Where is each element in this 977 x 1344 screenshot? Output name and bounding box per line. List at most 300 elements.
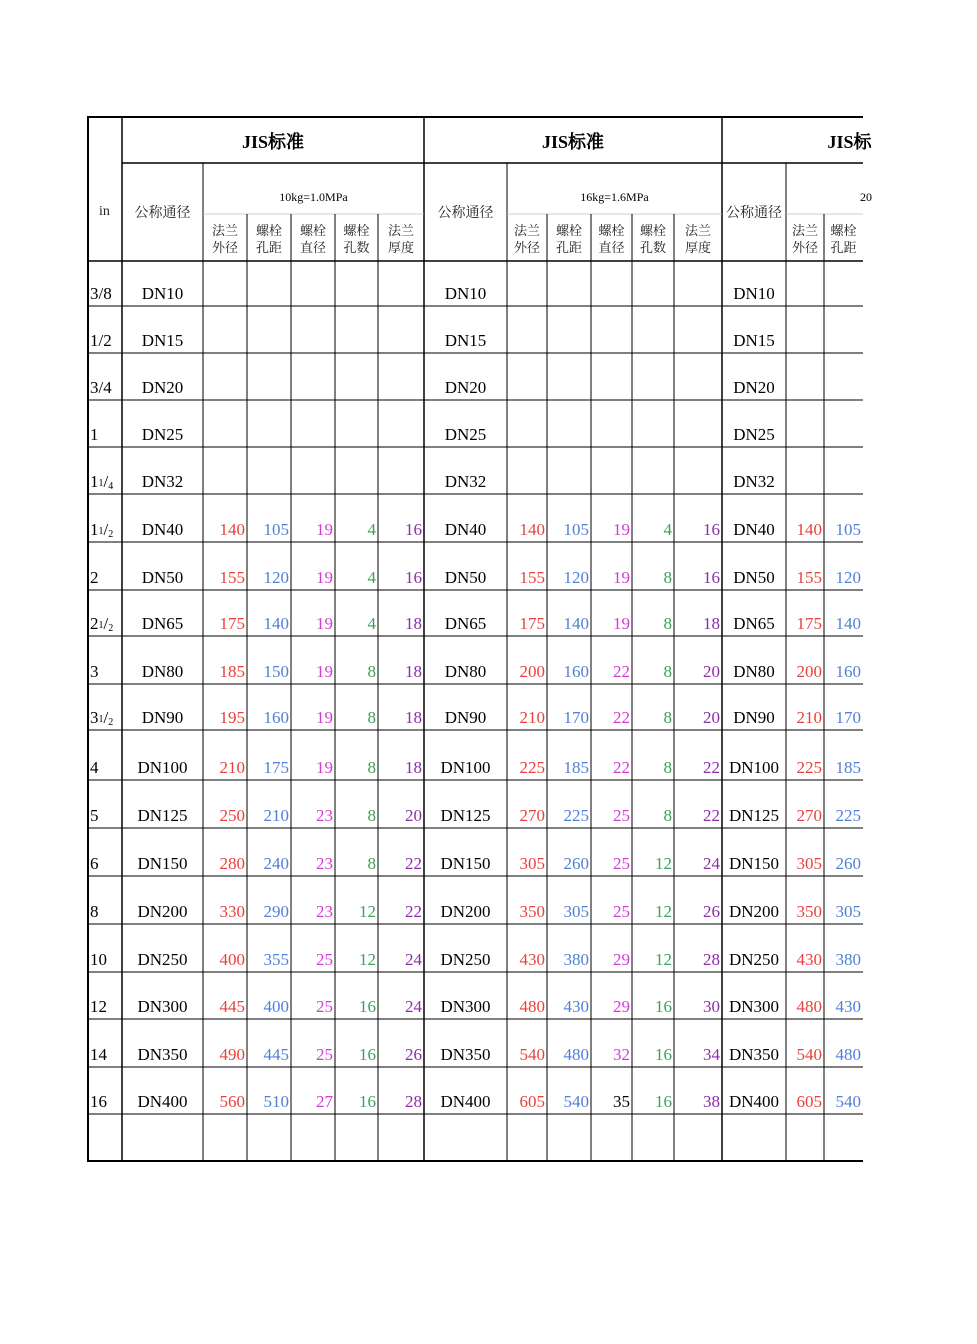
data-cell: 305	[519, 854, 545, 873]
column-subheader: 法兰 厚度	[684, 223, 711, 255]
inch-size-cell: 12	[90, 997, 107, 1016]
column-subheader: 螺栓 孔距	[555, 223, 582, 255]
data-cell: 290	[263, 902, 289, 921]
column-subheader: 法兰 外径	[211, 223, 238, 255]
data-cell: 22	[613, 708, 630, 727]
data-cell: 140	[563, 614, 589, 633]
inch-size-cell: 3/8	[90, 284, 112, 303]
data-cell	[674, 306, 722, 353]
data-cell	[632, 261, 674, 306]
data-cell: 19	[316, 568, 333, 587]
pressure-rating-label: 16kg=1.6MPa	[580, 189, 649, 204]
data-cell	[203, 306, 247, 353]
nominal-diameter-cell: DN25	[141, 425, 184, 444]
flange-spec-sheet	[87, 116, 872, 1162]
data-cell: 175	[219, 614, 245, 633]
data-cell: 150	[263, 662, 289, 681]
data-cell: 8	[663, 662, 672, 681]
data-cell	[507, 353, 547, 400]
data-cell: 120	[835, 568, 861, 587]
data-cell: 8	[663, 806, 672, 825]
nominal-diameter-cell: DN400	[440, 1092, 491, 1111]
data-cell: 175	[519, 614, 545, 633]
data-cell: 400	[263, 997, 289, 1016]
data-cell: 225	[519, 758, 545, 777]
data-cell	[674, 400, 722, 447]
data-cell: 210	[519, 708, 545, 727]
data-cell: 120	[263, 568, 289, 587]
data-cell	[632, 353, 674, 400]
data-cell	[786, 447, 824, 494]
data-cell: 19	[613, 568, 630, 587]
inch-size-cell: 3	[90, 662, 99, 681]
column-subheader: 螺栓 孔数	[639, 223, 666, 255]
inch-size-cell: 1 $^1$ / 2	[90, 520, 114, 540]
nominal-diameter-cell: DN125	[137, 806, 188, 825]
nominal-diameter-cell: DN250	[728, 950, 780, 969]
data-cell: 105	[263, 520, 289, 539]
inch-size-cell: 1 $^1$ / 4	[90, 472, 114, 492]
nominal-diameter-cell: DN50	[141, 568, 184, 587]
data-cell: 32	[613, 1045, 630, 1064]
inch-size-cell: 1	[90, 425, 99, 444]
data-cell: 8	[663, 708, 672, 727]
data-cell: 260	[563, 854, 589, 873]
group-title: JIS标准	[241, 131, 304, 152]
data-cell: 140	[519, 520, 545, 539]
data-cell: 210	[219, 758, 245, 777]
data-cell: 26	[405, 1045, 422, 1064]
data-cell: 27	[316, 1092, 333, 1111]
data-cell: 26	[703, 902, 720, 921]
data-cell: 605	[796, 1092, 822, 1111]
data-cell: 8	[367, 854, 376, 873]
data-cell: 22	[613, 758, 630, 777]
data-cell: 16	[703, 568, 720, 587]
data-cell	[203, 261, 247, 306]
data-cell: 19	[613, 520, 630, 539]
nominal-diameter-cell: DN65	[733, 614, 775, 633]
data-cell: 8	[663, 758, 672, 777]
nominal-diameter-header: 公称通径	[134, 206, 191, 221]
inch-size-cell: 8	[90, 902, 99, 921]
inch-size-cell: 14	[90, 1045, 107, 1064]
data-cell	[786, 306, 824, 353]
data-cell	[507, 306, 547, 353]
data-cell: 4	[367, 568, 376, 587]
data-cell: 445	[263, 1045, 289, 1064]
data-cell	[507, 400, 547, 447]
nominal-diameter-cell: DN300	[440, 997, 491, 1016]
nominal-diameter-cell: DN40	[141, 520, 184, 539]
nominal-diameter-cell: DN20	[733, 378, 775, 397]
nominal-diameter-cell: DN300	[137, 997, 188, 1016]
data-cell	[291, 353, 335, 400]
data-cell	[203, 353, 247, 400]
data-cell: 250	[219, 806, 245, 825]
pressure-rating-label: 20	[860, 189, 872, 204]
data-cell: 225	[796, 758, 822, 777]
nominal-diameter-cell: DN25	[733, 425, 775, 444]
data-cell	[547, 306, 591, 353]
data-cell	[378, 261, 424, 306]
data-cell: 270	[519, 806, 545, 825]
data-cell: 16	[359, 997, 376, 1016]
data-cell	[632, 447, 674, 494]
data-cell: 22	[405, 854, 422, 873]
data-cell	[335, 261, 378, 306]
nominal-diameter-cell: DN200	[440, 902, 491, 921]
data-cell: 140	[796, 520, 822, 539]
data-cell: 560	[219, 1092, 245, 1111]
nominal-diameter-cell: DN200	[728, 902, 780, 921]
data-cell: 19	[613, 614, 630, 633]
nominal-diameter-cell: DN200	[137, 902, 188, 921]
data-cell: 22	[405, 902, 422, 921]
nominal-diameter-cell: DN90	[444, 708, 487, 727]
nominal-diameter-cell: DN32	[141, 472, 184, 491]
data-cell: 210	[263, 806, 289, 825]
data-cell: 120	[563, 568, 589, 587]
data-cell: 18	[405, 662, 422, 681]
data-cell: 400	[219, 950, 245, 969]
data-cell: 23	[316, 854, 333, 873]
data-cell: 540	[519, 1045, 545, 1064]
data-cell	[674, 447, 722, 494]
nominal-diameter-cell: DN150	[440, 854, 491, 873]
data-cell: 305	[796, 854, 822, 873]
data-cell: 480	[835, 1045, 861, 1064]
nominal-diameter-cell: DN32	[444, 472, 487, 491]
inch-size-cell: 10	[90, 950, 107, 969]
data-cell	[247, 306, 291, 353]
data-cell: 175	[796, 614, 822, 633]
data-cell: 18	[405, 708, 422, 727]
data-cell: 140	[219, 520, 245, 539]
data-cell: 16	[405, 520, 422, 539]
data-cell	[335, 400, 378, 447]
nominal-diameter-cell: DN350	[137, 1045, 188, 1064]
data-cell: 225	[835, 806, 861, 825]
data-cell	[291, 400, 335, 447]
nominal-diameter-cell: DN80	[733, 662, 775, 681]
data-cell	[203, 447, 247, 494]
data-cell: 175	[263, 758, 289, 777]
data-cell	[291, 447, 335, 494]
data-cell: 16	[359, 1045, 376, 1064]
nominal-diameter-cell: DN250	[137, 950, 188, 969]
data-cell	[378, 353, 424, 400]
data-cell	[203, 400, 247, 447]
column-subheader: 螺栓 直径	[299, 223, 326, 255]
nominal-diameter-cell: DN125	[728, 806, 780, 825]
data-cell	[824, 447, 863, 494]
data-cell: 16	[359, 1092, 376, 1111]
data-cell: 18	[405, 758, 422, 777]
column-subheader: 法兰 厚度	[387, 223, 414, 255]
nominal-diameter-cell: DN400	[137, 1092, 188, 1111]
nominal-diameter-cell: DN100	[728, 758, 780, 777]
data-cell: 155	[219, 568, 245, 587]
data-cell: 305	[563, 902, 589, 921]
data-cell: 240	[263, 854, 289, 873]
data-cell: 29	[613, 950, 630, 969]
data-cell: 160	[563, 662, 589, 681]
nominal-diameter-cell: DN32	[733, 472, 775, 491]
data-cell	[378, 306, 424, 353]
data-cell: 540	[563, 1092, 589, 1111]
data-cell: 490	[219, 1045, 245, 1064]
data-cell: 4	[367, 520, 376, 539]
data-cell: 28	[405, 1092, 422, 1111]
nominal-diameter-cell: DN20	[141, 378, 184, 397]
data-cell: 480	[519, 997, 545, 1016]
data-cell: 160	[263, 708, 289, 727]
data-cell: 210	[796, 708, 822, 727]
inch-size-cell: 5	[90, 806, 99, 825]
data-cell	[547, 400, 591, 447]
data-cell	[824, 261, 863, 306]
data-cell: 23	[316, 806, 333, 825]
data-cell: 105	[563, 520, 589, 539]
data-cell: 19	[316, 758, 333, 777]
data-cell: 170	[835, 708, 861, 727]
data-cell	[507, 261, 547, 306]
data-cell: 18	[703, 614, 720, 633]
nominal-diameter-cell: DN80	[141, 662, 184, 681]
data-cell: 155	[796, 568, 822, 587]
column-subheader: 螺栓 孔距	[255, 223, 282, 255]
nominal-diameter-cell: DN10	[444, 284, 487, 303]
data-cell: 20	[405, 806, 422, 825]
data-cell: 16	[655, 1092, 672, 1111]
data-cell: 20	[703, 662, 720, 681]
inch-size-cell: 3/4	[90, 378, 112, 397]
nominal-diameter-cell: DN40	[733, 520, 775, 539]
data-cell	[547, 447, 591, 494]
data-cell: 28	[703, 950, 720, 969]
data-cell	[674, 353, 722, 400]
data-cell: 8	[367, 662, 376, 681]
data-cell: 16	[655, 997, 672, 1016]
data-cell	[591, 447, 632, 494]
data-cell: 38	[703, 1092, 720, 1111]
data-cell: 19	[316, 708, 333, 727]
data-cell: 12	[359, 902, 376, 921]
data-cell	[335, 353, 378, 400]
data-cell: 480	[563, 1045, 589, 1064]
data-cell: 25	[613, 854, 630, 873]
data-cell: 430	[796, 950, 822, 969]
data-cell	[247, 261, 291, 306]
data-cell: 330	[219, 902, 245, 921]
nominal-diameter-cell: DN15	[444, 331, 487, 350]
data-cell	[591, 353, 632, 400]
nominal-diameter-cell: DN40	[444, 520, 487, 539]
data-cell: 8	[367, 708, 376, 727]
data-cell	[291, 306, 335, 353]
data-cell: 480	[796, 997, 822, 1016]
data-cell: 25	[316, 1045, 333, 1064]
data-cell	[247, 447, 291, 494]
data-cell: 305	[835, 902, 861, 921]
data-cell: 430	[835, 997, 861, 1016]
data-cell: 25	[316, 950, 333, 969]
data-cell	[786, 261, 824, 306]
nominal-diameter-cell: DN50	[444, 568, 487, 587]
data-cell: 195	[219, 708, 245, 727]
data-cell: 12	[359, 950, 376, 969]
inch-size-cell: 6	[90, 854, 99, 873]
data-cell	[591, 400, 632, 447]
data-cell: 23	[316, 902, 333, 921]
data-cell: 260	[835, 854, 861, 873]
data-cell	[824, 353, 863, 400]
data-cell: 355	[263, 950, 289, 969]
data-cell	[824, 400, 863, 447]
pressure-rating-label: 10kg=1.0MPa	[279, 189, 348, 204]
data-cell: 22	[703, 806, 720, 825]
data-cell: 540	[835, 1092, 861, 1111]
data-cell: 350	[796, 902, 822, 921]
inch-size-cell: 2 $^1$ / 2	[90, 614, 114, 634]
data-cell: 225	[563, 806, 589, 825]
data-cell	[786, 400, 824, 447]
nominal-diameter-cell: DN50	[733, 568, 775, 587]
data-cell: 24	[703, 854, 720, 873]
data-cell	[786, 353, 824, 400]
data-cell: 155	[519, 568, 545, 587]
column-subheader: 螺栓 直径	[598, 223, 625, 255]
inch-size-cell: 3 $^1$ / 2	[90, 708, 114, 728]
data-cell	[547, 353, 591, 400]
data-cell	[247, 400, 291, 447]
data-cell: 270	[796, 806, 822, 825]
inch-size-cell: 16	[90, 1092, 107, 1111]
data-cell: 200	[519, 662, 545, 681]
nominal-diameter-cell: DN90	[733, 708, 775, 727]
data-cell: 8	[663, 568, 672, 587]
nominal-diameter-cell: DN10	[733, 284, 775, 303]
data-cell	[547, 261, 591, 306]
data-cell: 35	[613, 1092, 630, 1111]
data-cell: 16	[703, 520, 720, 539]
nominal-diameter-header: 公称通径	[726, 206, 782, 221]
data-cell: 4	[663, 520, 672, 539]
data-cell: 24	[405, 997, 422, 1016]
nominal-diameter-cell: DN65	[444, 614, 487, 633]
data-cell	[507, 447, 547, 494]
nominal-diameter-cell: DN100	[440, 758, 491, 777]
data-cell	[591, 261, 632, 306]
data-cell: 380	[835, 950, 861, 969]
data-cell	[632, 400, 674, 447]
column-subheader: 螺栓 孔距	[830, 223, 857, 255]
group-title: JIS标准	[541, 131, 604, 152]
nominal-diameter-cell: DN20	[444, 378, 487, 397]
nominal-diameter-cell: DN15	[141, 331, 184, 350]
nominal-diameter-cell: DN150	[137, 854, 188, 873]
nominal-diameter-cell: DN25	[444, 425, 487, 444]
nominal-diameter-cell: DN250	[440, 950, 491, 969]
data-cell	[378, 447, 424, 494]
data-cell: 605	[519, 1092, 545, 1111]
data-cell: 19	[316, 614, 333, 633]
data-cell: 350	[519, 902, 545, 921]
nominal-diameter-cell: DN350	[440, 1045, 491, 1064]
nominal-diameter-cell: DN15	[733, 331, 775, 350]
data-cell: 280	[219, 854, 245, 873]
data-cell	[335, 447, 378, 494]
nominal-diameter-cell: DN150	[728, 854, 780, 873]
data-cell	[378, 400, 424, 447]
nominal-diameter-cell: DN125	[440, 806, 491, 825]
data-cell: 12	[655, 902, 672, 921]
data-cell: 8	[367, 806, 376, 825]
nominal-diameter-cell: DN100	[137, 758, 188, 777]
inch-size-cell: 2	[90, 568, 99, 587]
data-cell: 22	[703, 758, 720, 777]
inch-size-cell: 1/2	[90, 331, 112, 350]
data-cell: 160	[835, 662, 861, 681]
data-cell: 510	[263, 1092, 289, 1111]
data-cell: 4	[367, 614, 376, 633]
data-cell: 25	[316, 997, 333, 1016]
data-cell	[674, 261, 722, 306]
data-cell: 140	[263, 614, 289, 633]
nominal-diameter-cell: DN350	[728, 1045, 780, 1064]
in-header: in	[99, 204, 110, 219]
data-cell: 12	[655, 854, 672, 873]
group-title: JIS标	[827, 131, 872, 152]
data-cell	[591, 306, 632, 353]
data-cell: 34	[703, 1045, 720, 1064]
data-cell: 12	[655, 950, 672, 969]
column-subheader: 法兰 外径	[513, 223, 540, 255]
data-cell: 430	[563, 997, 589, 1016]
nominal-diameter-cell: DN300	[728, 997, 780, 1016]
data-cell: 185	[219, 662, 245, 681]
data-cell: 19	[316, 662, 333, 681]
data-cell: 200	[796, 662, 822, 681]
data-cell: 22	[613, 662, 630, 681]
nominal-diameter-cell: DN400	[728, 1092, 780, 1111]
column-subheader: 螺栓 孔数	[343, 223, 370, 255]
data-cell	[824, 306, 863, 353]
data-cell: 105	[835, 520, 861, 539]
nominal-diameter-cell: DN80	[444, 662, 487, 681]
data-cell: 25	[613, 806, 630, 825]
data-cell: 185	[835, 758, 861, 777]
data-cell	[335, 306, 378, 353]
nominal-diameter-cell: DN65	[141, 614, 184, 633]
data-cell: 540	[796, 1045, 822, 1064]
data-cell: 430	[519, 950, 545, 969]
data-cell: 18	[405, 614, 422, 633]
data-cell: 29	[613, 997, 630, 1016]
data-cell: 25	[613, 902, 630, 921]
data-cell: 380	[563, 950, 589, 969]
data-cell: 20	[703, 708, 720, 727]
data-cell: 445	[219, 997, 245, 1016]
data-cell: 30	[703, 997, 720, 1016]
data-cell: 19	[316, 520, 333, 539]
data-cell	[247, 353, 291, 400]
data-cell: 185	[563, 758, 589, 777]
nominal-diameter-cell: DN90	[141, 708, 184, 727]
column-subheader: 法兰 外径	[791, 223, 818, 255]
nominal-diameter-cell: DN10	[141, 284, 184, 303]
